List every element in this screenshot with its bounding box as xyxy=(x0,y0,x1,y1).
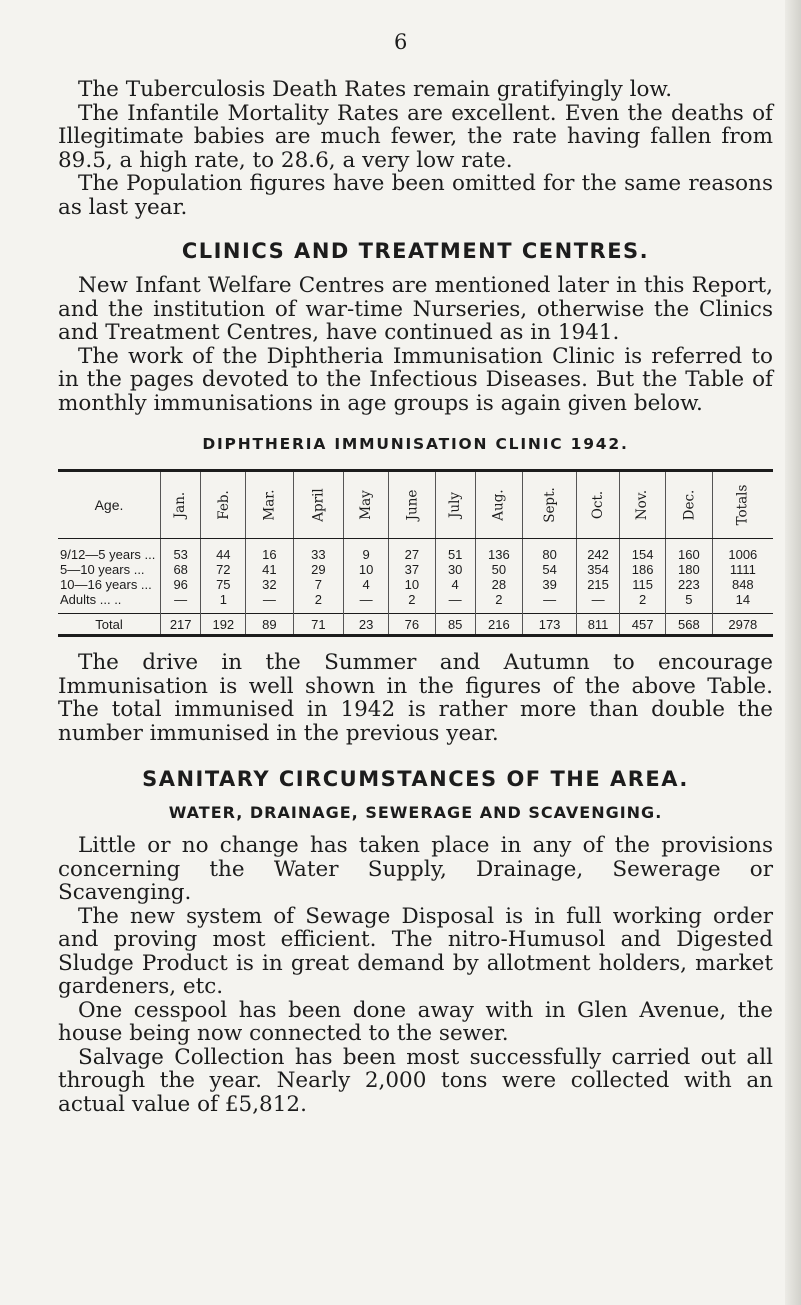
table-cell: 80 xyxy=(523,539,577,563)
immunisation-table xyxy=(58,469,773,637)
population-paragraph: The Population figures have been omitted for the same reasons as last year. xyxy=(58,171,773,220)
total-cell: 85 xyxy=(435,614,475,636)
total-cell: 217 xyxy=(161,614,201,636)
table-cell: 2 xyxy=(475,592,523,614)
table-cell: 33 xyxy=(293,539,344,563)
age-cell: Adults ... .. xyxy=(60,592,122,607)
table-cell: 10 xyxy=(344,562,389,577)
sanitary-heading: SANITARY CIRCUMSTANCES OF THE AREA. xyxy=(142,767,689,791)
total-row xyxy=(58,614,773,636)
table-cell: 186 xyxy=(620,562,666,577)
clinics-paragraph-2: The work of the Diphtheria Immunisation Clinic is referred to in the pages devoted to the Infectious Diseases. But the Table of monthly immunisations in age groups is again given below. xyxy=(58,343,773,416)
row-total-cell: 1111 xyxy=(712,562,773,577)
table-cell: 75 xyxy=(201,577,246,592)
row-total-cell: 1006 xyxy=(712,539,773,563)
month-header: Aug. xyxy=(475,471,523,539)
sanitary-subheading: WATER, DRAINAGE, SEWERAGE AND SCAVENGING. xyxy=(168,803,663,822)
table-cell: 4 xyxy=(344,577,389,592)
table-cell: 28 xyxy=(475,577,523,592)
total-cell: 568 xyxy=(666,614,713,636)
table-cell: 16 xyxy=(246,539,293,563)
table-cell: 27 xyxy=(389,539,436,563)
age-column-header: Age. xyxy=(58,471,161,539)
total-cell: 89 xyxy=(246,614,293,636)
total-label: Total xyxy=(58,614,161,636)
tuberculosis-paragraph: The Tuberculosis Death Rates remain gratifyingly low. xyxy=(78,77,673,102)
table-cell: 10 xyxy=(389,577,436,592)
total-cell: 23 xyxy=(344,614,389,636)
table-cell: 215 xyxy=(576,577,619,592)
month-header: May xyxy=(344,471,389,539)
month-header: Sept. xyxy=(523,471,577,539)
total-cell: 71 xyxy=(293,614,344,636)
row-total-cell: 848 xyxy=(712,577,773,592)
table-cell: 160 xyxy=(666,539,713,563)
total-cell: 192 xyxy=(201,614,246,636)
table-cell: 2 xyxy=(293,592,344,614)
infantile-mortality-paragraph: The Infantile Mortality Rates are excellent. Even the deaths of Illegitimate babies are much fewer, the rate having fallen from 89.5, a high rate, to 28.6, a very low rate. xyxy=(58,100,773,173)
month-header: Feb. xyxy=(201,471,246,539)
table-cell: 37 xyxy=(389,562,436,577)
table-row xyxy=(58,577,773,592)
table-cell: 5 xyxy=(666,592,713,614)
table-cell: 2 xyxy=(389,592,436,614)
table-cell: 354 xyxy=(576,562,619,577)
table-cell: 29 xyxy=(293,562,344,577)
table-row xyxy=(58,539,773,563)
table-cell: 39 xyxy=(523,577,577,592)
table-cell: 96 xyxy=(161,577,201,592)
table-cell: — xyxy=(161,592,201,614)
table-cell: 53 xyxy=(161,539,201,563)
cesspool-paragraph: One cesspool has been done away with in Glen Avenue, the house being now connected to the sewer. xyxy=(58,997,773,1046)
table-cell: 54 xyxy=(523,562,577,577)
table-cell: 32 xyxy=(246,577,293,592)
table-header-row xyxy=(58,471,773,539)
page-number: 6 xyxy=(394,30,408,54)
month-header: Dec. xyxy=(666,471,713,539)
month-header: Jan. xyxy=(161,471,201,539)
page-edge-shadow xyxy=(785,0,801,1305)
table-cell: — xyxy=(435,592,475,614)
page-content xyxy=(58,78,773,1116)
table-cell: 180 xyxy=(666,562,713,577)
table-cell: — xyxy=(246,592,293,614)
table-cell: 154 xyxy=(620,539,666,563)
clinics-paragraph-1: New Infant Welfare Centres are mentioned later in this Report, and the institution of war-time Nurseries, otherwise the Clinics and Treatment Centres, have continued as in 1941. xyxy=(58,273,773,345)
totals-header: Totals xyxy=(712,471,773,539)
row-total-cell: 14 xyxy=(712,592,773,614)
table-cell: — xyxy=(576,592,619,614)
table-cell: 7 xyxy=(293,577,344,592)
table-cell: 4 xyxy=(435,577,475,592)
grand-total-cell: 2978 xyxy=(712,614,773,636)
table-cell: 136 xyxy=(475,539,523,563)
total-cell: 173 xyxy=(523,614,577,636)
table-cell: 9 xyxy=(344,539,389,563)
salvage-paragraph: Salvage Collection has been most successfully carried out all through the year. Nearly 2,000 tons were collected with an actual value of £5,812. xyxy=(58,1044,773,1117)
clinics-heading: CLINICS AND TREATMENT CENTRES. xyxy=(181,239,650,263)
table-cell: 41 xyxy=(246,562,293,577)
table-cell: 30 xyxy=(435,562,475,577)
month-header: Mar. xyxy=(246,471,293,539)
table-row xyxy=(58,562,773,577)
immunisation-drive-paragraph: The drive in the Summer and Autumn to encourage Immunisation is well shown in the figures of the above Table. The total immunised in 1942 is rather more than double the number immunised in the previous year. xyxy=(58,650,773,746)
total-cell: 76 xyxy=(389,614,436,636)
table-cell: 242 xyxy=(576,539,619,563)
month-header: June xyxy=(389,471,436,539)
month-header: Oct. xyxy=(576,471,619,539)
sewage-disposal-paragraph: The new system of Sewage Disposal is in full working order and proving most efficient. The nitro-Humusol and Digested Sludge Product is in great demand by allotment holders, market gardeners, etc. xyxy=(58,903,773,999)
total-cell: 216 xyxy=(475,614,523,636)
age-cell: 9/12—5 years ... xyxy=(60,547,156,562)
table-row xyxy=(58,592,773,614)
table-cell: — xyxy=(523,592,577,614)
table-cell: 223 xyxy=(666,577,713,592)
table-cell: 50 xyxy=(475,562,523,577)
table-cell: 1 xyxy=(201,592,246,614)
table-cell: 2 xyxy=(620,592,666,614)
table-cell: 68 xyxy=(161,562,201,577)
table-title: DIPHTHERIA IMMUNISATION CLINIC 1942. xyxy=(202,435,629,453)
table-cell: — xyxy=(344,592,389,614)
total-cell: 811 xyxy=(576,614,619,636)
month-header: April xyxy=(293,471,344,539)
table-cell: 51 xyxy=(435,539,475,563)
age-cell: 10—16 years ... xyxy=(60,577,152,592)
table-cell: 72 xyxy=(201,562,246,577)
age-cell: 5—10 years ... xyxy=(60,562,145,577)
water-supply-paragraph: Little or no change has taken place in any of the provisions concerning the Water Supply, Drainage, Sewerage or Scavenging. xyxy=(58,833,773,905)
month-header: July xyxy=(435,471,475,539)
total-cell: 457 xyxy=(620,614,666,636)
table-cell: 115 xyxy=(620,577,666,592)
month-header: Nov. xyxy=(620,471,666,539)
table-cell: 44 xyxy=(201,539,246,563)
